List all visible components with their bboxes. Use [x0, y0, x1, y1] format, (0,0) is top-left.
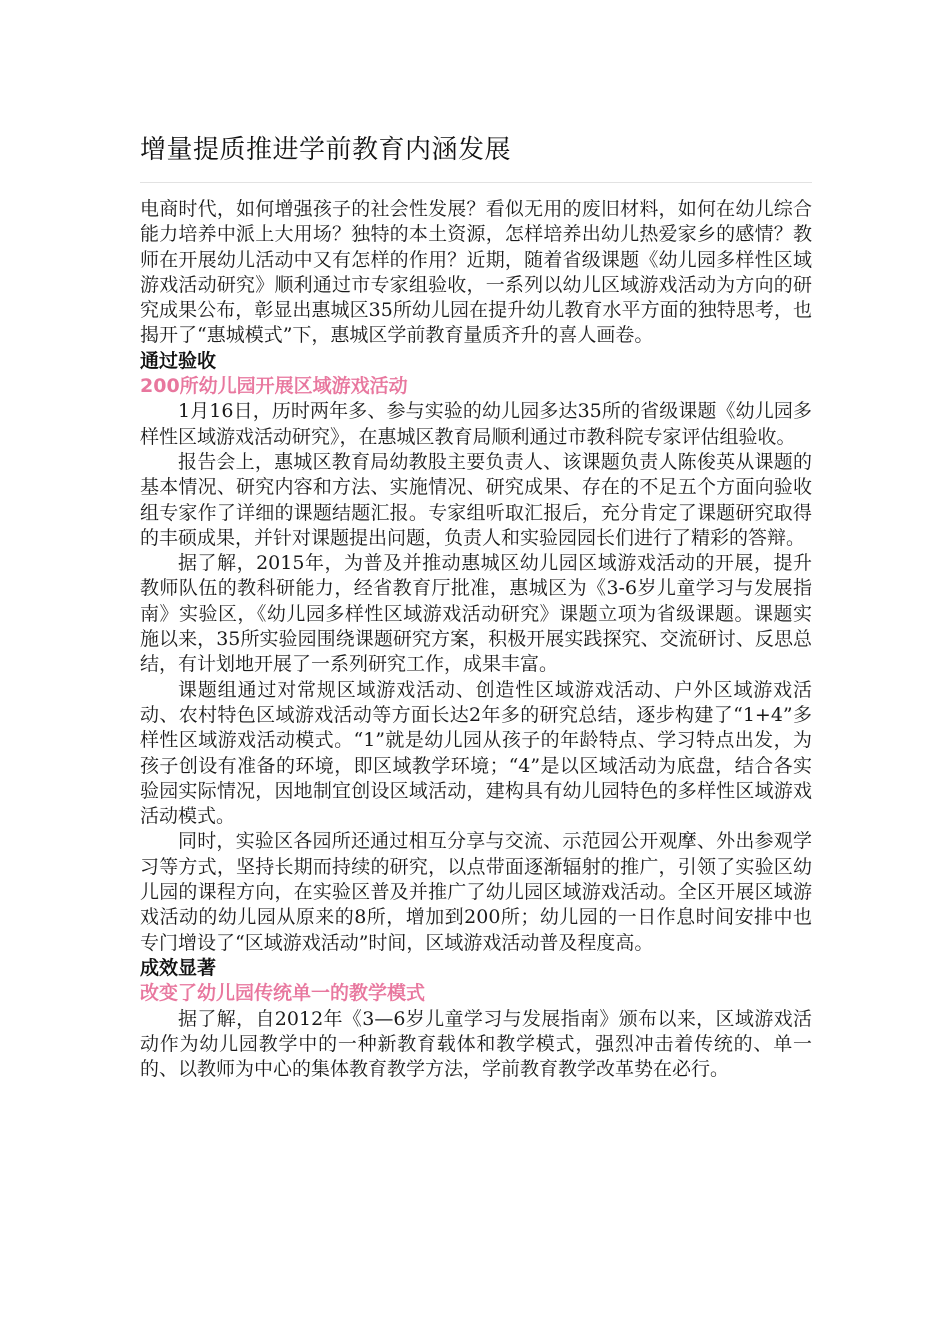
section-heading-acceptance: 通过验收 — [140, 349, 217, 372]
page-title: 增量提质推进学前教育内涵发展 — [140, 135, 512, 165]
article — [140, 128, 812, 1082]
body-paragraph: 课题组通过对常规区域游戏活动、创造性区域游戏活动、户外区域游戏活动、农村特色区域游戏活动等方面长达2年多的研究总结，逐步构建了“1+4”多样性区域游戏活动模式。“1”就是幼儿园从孩子的年龄特点、学习特点出发，为孩子创设有准备的环境，即区域教学环境；“4”是以区域活动为底盘，结合各实验园实际情况，因地制宜创设区域活动，建构具有幼儿园特色的多样性区域游戏活动模式。 — [140, 678, 812, 828]
body-paragraph: 据了解，2015年，为普及并推动惠城区幼儿园区域游戏活动的开展，提升教师队伍的教科研能力，经省教育厅批准，惠城区为《3-6岁儿童学习与发展指南》实验区，《幼儿园多样性区域游戏活动研究》课题立项为省级课题。课题实施以来，35所实验园围绕课题研究方案，积极开展实践探究、交流研讨、反思总结，有计划地开展了一系列研究工作，成果丰富。 — [140, 552, 812, 676]
body-paragraph: 据了解，自2012年《3—6岁儿童学习与发展指南》颁布以来，区域游戏活动作为幼儿园教学中的一种新教育载体和教学模式，强烈冲击着传统的、单一的、以教师为中心的集体教育教学方法，学前教育教学改革势在必行。 — [140, 1007, 812, 1081]
section-heading-results: 成效显著 — [140, 956, 217, 979]
body-paragraph: 同时，实验区各园所还通过相互分享与交流、示范园公开观摩、外出参观学习等方式，坚持长期而持续的研究，以点带面逐渐辐射的推广，引领了实验区幼儿园的课程方向，在实验区普及并推广了幼儿园区域游戏活动。全区开展区域游戏活动的幼儿园从原来的8所，增加到200所；幼儿园的一日作息时间安排中也专门增设了“区域游戏活动”时间，区域游戏活动普及程度高。 — [140, 830, 812, 954]
body-paragraph: 报告会上，惠城区教育局幼教股主要负责人、该课题负责人陈俊英从课题的基本情况、研究内容和方法、实施情况、研究成果、存在的不足五个方面向验收组专家作了详细的课题结题汇报。专家组听取汇报后，充分肯定了课题研究取得的丰硕成果，并针对课题提出问题，负责人和实验园园长们进行了精彩的答辩。 — [140, 450, 812, 549]
title-divider — [140, 182, 812, 183]
body-paragraph: 1月16日，历时两年多、参与实验的幼儿园多达35所的省级课题《幼儿园多样性区域游戏活动研究》，在惠城区教育局顺利通过市教科院专家评估组验收。 — [140, 400, 812, 448]
intro-paragraph: 电商时代，如何增强孩子的社会性发展？看似无用的废旧材料，如何在幼儿综合能力培养中派上大用场？独特的本土资源，怎样培养出幼儿热爱家乡的感情？教师在开展幼儿活动中又有怎样的作用？近期，随着省级课题《幼儿园多样性区域游戏活动研究》顺利通过市专家组验收，一系列以幼儿区域游戏活动为方向的研究成果公布，彰显出惠城区35所幼儿园在提升幼儿教育水平方面的独特思考，也揭开了“惠城模式”下，惠城区学前教育量质齐升的喜人画卷。 — [140, 198, 812, 347]
subheading-200-kindergartens: 200所幼儿园开展区域游戏活动 — [140, 375, 408, 398]
subheading-teaching-model: 改变了幼儿园传统单一的教学模式 — [140, 982, 426, 1005]
